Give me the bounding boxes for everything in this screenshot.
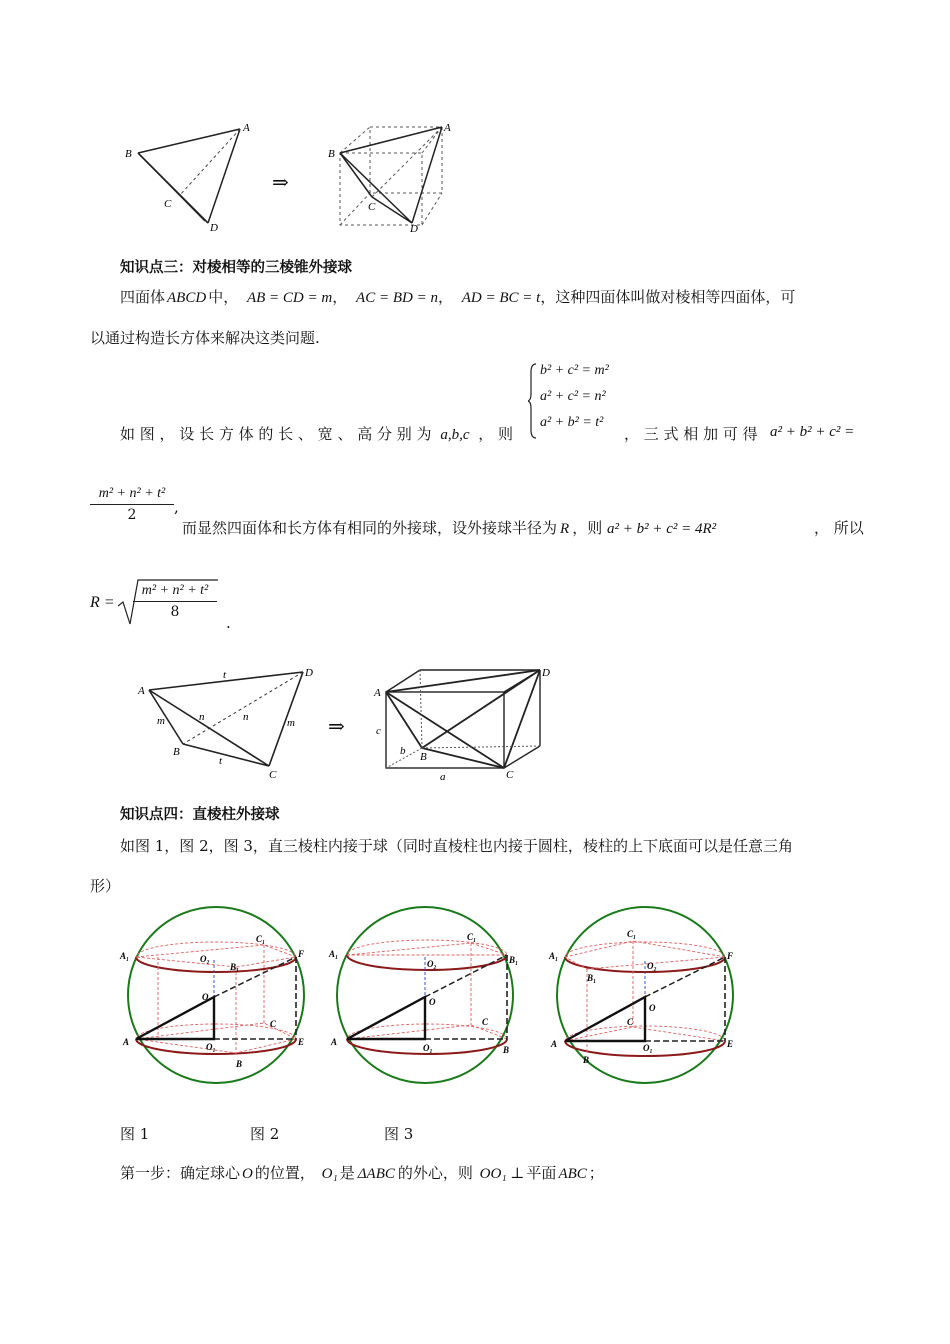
label-A: A [331,1037,338,1047]
radius-fraction [133,583,217,620]
label-m: m [287,717,295,729]
paragraph-line: 以通过构造长方体来解决这类问题. [90,329,320,347]
label-O1: O₁ [423,1043,433,1053]
label-A: A [551,1039,558,1049]
label-B: B [503,1045,510,1055]
label-C: C [270,1019,277,1029]
paragraph-line: ， 三 式 相 加 可 得 [624,425,758,443]
label-O: O [429,997,436,1007]
brace-icon [528,362,538,440]
label-C: C [269,769,277,781]
tetrahedron-figure [120,115,260,235]
paragraph-line: 如图 1，图 2，图 3，直三棱柱内接于球（同时直棱柱也内接于圆柱，棱柱的上下底面可以是任意三角 [120,837,793,855]
label-b: b [400,745,406,757]
label-C1: C₁ [256,934,266,944]
section-title-4: 知识点四：直棱柱外接球 [120,806,280,823]
label-C: C [627,1017,634,1027]
label-D: D [210,222,218,234]
label-n: n [199,711,205,723]
paragraph-line: 而显然四面体和长方体有相同的外接球，设外接球半径为 R ，则 a² + b² + c² = 4R² [182,519,717,537]
period: . [226,614,231,632]
fraction [90,486,174,523]
paragraph-line: 第一步：确定球心 O 的位置， O₁ 是 ΔABC 的外心，则 OO₁ ⊥ 平面 ABC ； [120,1164,604,1182]
label-A: A [138,685,145,697]
label-D: D [410,223,418,235]
implies-arrow: ⇒ [328,714,345,738]
label-n: n [243,711,249,723]
label-B: B [125,148,132,160]
label-C: C [368,201,376,213]
label-B: B [583,1055,590,1065]
label-O1: O₁ [206,1042,216,1052]
label-t: t [223,669,227,681]
label-B1: B₁ [509,955,519,965]
label-D: D [542,667,550,679]
system-eq-1: b² + c² = m² [540,363,609,378]
radius-lhs: R = [90,594,115,611]
fraction-numerator: m² + n² + t² [98,486,166,501]
label-E: E [298,1037,305,1047]
box-figure [370,662,560,784]
label-A: A [123,1037,130,1047]
label-A: A [374,687,381,699]
section-title-3: 知识点三：对棱相等的三棱锥外接球 [120,259,352,276]
paragraph-line: 形） [90,877,121,895]
label-O2: O₂ [647,961,657,971]
label-O2: O₂ [427,959,437,969]
label-A1: A₁ [549,951,559,961]
label-A1: A₁ [329,949,339,959]
comma: , [174,498,179,516]
system-eq-2: a² + c² = n² [540,389,606,404]
label-O1: O₁ [643,1043,653,1053]
label-O: O [202,992,209,1002]
label-D: D [305,667,313,679]
label-B: B [236,1059,243,1069]
system-eq-3: a² + b² = t² [540,415,604,430]
isosceles-tetrahedron-figure [135,662,325,782]
paragraph-line: 四面体 ABCD 中， AB = CD = m， AC = BD = n， AD = BC = t，这种四面体叫做对棱相等四面体，可 [120,288,796,306]
label-C1: C₁ [467,932,477,942]
label-F: F [727,951,734,961]
paragraph-line: ， 所以 [814,519,864,537]
implies-arrow: ⇒ [272,170,289,194]
fraction-denominator: 2 [127,507,137,523]
label-C: C [482,1017,489,1027]
label-t: t [219,755,223,767]
label-O: O [649,1003,656,1013]
label-O2: O₂ [200,954,210,964]
label-c: c [376,725,381,737]
sphere-figure-3 [545,905,745,1095]
tetrahedron-in-cube-figure [322,115,462,237]
paragraph-line: 如 图 ， 设 长 方 体 的 长 、 宽 、 高 分 别 为 a,b,c ， 则 [120,425,514,443]
fraction-numerator: m² + n² + t² [141,583,209,598]
label-A: A [243,122,250,134]
label-B1: B₁ [587,973,597,983]
label-A1: A₁ [120,951,130,961]
label-E: E [727,1039,734,1049]
sum-expression: a² + b² + c² = [770,424,855,440]
label-C: C [506,769,514,781]
caption-fig-1: 图 1 [120,1125,150,1143]
label-a: a [440,771,446,783]
caption-fig-3: 图 3 [384,1125,414,1143]
fraction-denominator: 8 [170,604,180,620]
label-B1: B₁ [230,962,240,972]
sphere-figure-1 [118,905,318,1095]
label-F: F [298,949,305,959]
label-C: C [164,198,172,210]
label-A: A [444,122,451,134]
label-B: B [420,751,427,763]
sphere-figure-2 [325,905,525,1095]
caption-fig-2: 图 2 [250,1125,280,1143]
label-m: m [157,715,165,727]
label-C1: C₁ [627,929,637,939]
label-B: B [173,746,180,758]
label-B: B [328,148,335,160]
